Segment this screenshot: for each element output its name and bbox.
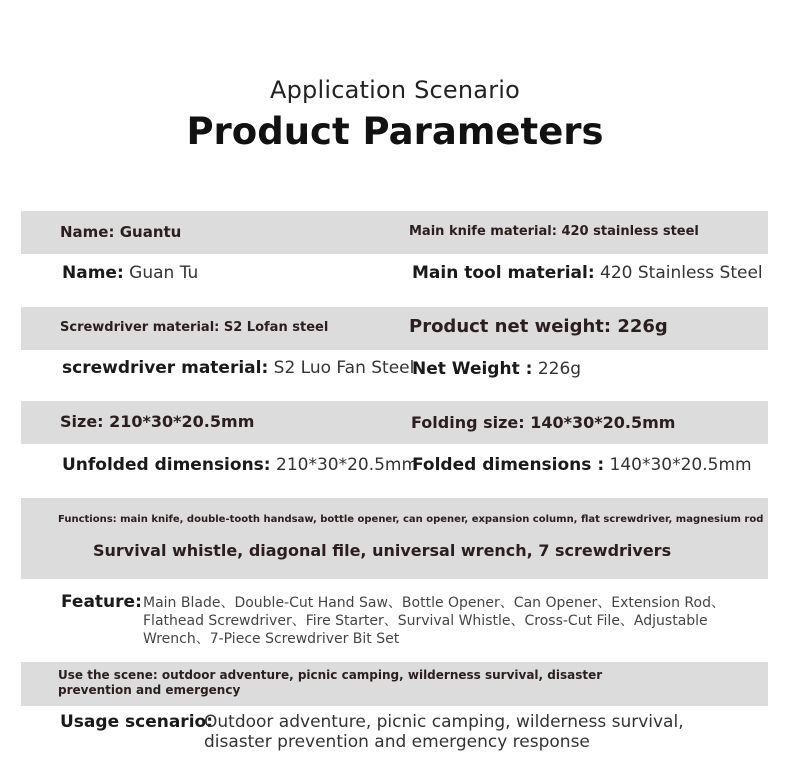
row-name-value: Guan Tu — [129, 263, 199, 283]
row-screwdriver-material — [62, 358, 414, 378]
usage-label: Usage scenario: — [60, 712, 213, 732]
page-title: Product Parameters — [186, 110, 604, 153]
row-unfolded-dimensions-value: 210*30*20.5mm — [276, 455, 419, 475]
band-functions-line1: Functions: main knife, double-tooth handsaw, bottle opener, can opener, expansion column, flat screwdriver, magnesium rod — [58, 514, 764, 525]
row-name — [62, 263, 198, 283]
row-main-tool-material — [412, 263, 763, 283]
band-net-weight: Product net weight: 226g — [409, 316, 668, 337]
feature-label: Feature: — [61, 592, 142, 612]
row-screwdriver-material-label: screwdriver material: — [62, 358, 269, 378]
row-name-label: Name: — [62, 263, 124, 283]
row-net-weight-value: 226g — [537, 359, 582, 379]
row-net-weight — [412, 359, 581, 379]
row-main-tool-material-label: Main tool material: — [412, 263, 595, 283]
subtitle: Application Scenario — [269, 76, 521, 104]
param-band-functions — [21, 498, 768, 579]
row-folded-dimensions — [412, 455, 752, 475]
band-main-knife-material: Main knife material: 420 stainless steel — [409, 224, 699, 239]
feature-value: Main Blade、Double-Cut Hand Saw、Bottle Opener、Can Opener、Extension Rod、Flathead Screwdriver、Fire Starter、Survival Whistle、Cross-Cut File、Adjustable Wrench、7-Piece Screwdriver Bit Set — [143, 595, 725, 647]
band-screwdriver-material: Screwdriver material: S2 Lofan steel — [60, 320, 329, 335]
band-name-en: Name: Guantu — [60, 223, 182, 241]
row-net-weight-label: Net Weight : — [412, 359, 533, 379]
band-functions-line2: Survival whistle, diagonal file, universal wrench, 7 screwdrivers — [93, 541, 672, 560]
usage-value: Outdoor adventure, picnic camping, wilderness survival, disaster prevention and emergency response — [204, 712, 684, 752]
band-size: Size: 210*30*20.5mm — [60, 412, 255, 431]
row-folded-dimensions-value: 140*30*20.5mm — [609, 455, 752, 475]
band-use-scene: Use the scene: outdoor adventure, picnic camping, wilderness survival, disaster prevention and emergency — [58, 668, 603, 697]
row-main-tool-material-value: 420 Stainless Steel — [600, 263, 763, 283]
row-unfolded-dimensions-label: Unfolded dimensions: — [62, 455, 271, 475]
band-folding-size: Folding size: 140*30*20.5mm — [411, 413, 676, 432]
row-folded-dimensions-label: Folded dimensions : — [412, 455, 605, 475]
row-screwdriver-material-value: S2 Luo Fan Steel — [273, 358, 415, 378]
row-unfolded-dimensions — [62, 455, 418, 475]
